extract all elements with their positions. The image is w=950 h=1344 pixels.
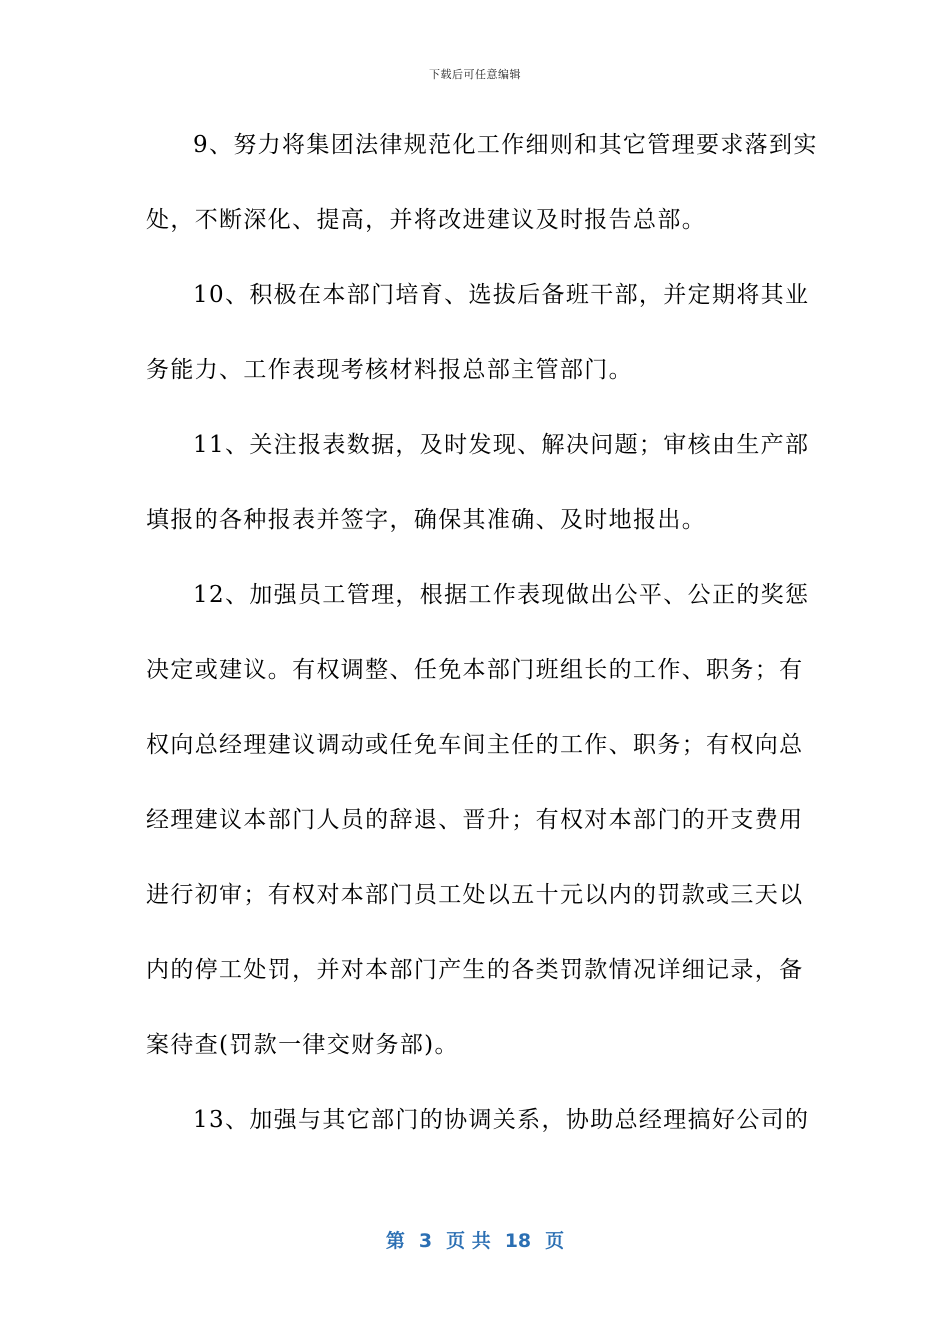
text-line: 9、努力将集团法律规范化工作细则和其它管理要求落到实 [193, 132, 818, 158]
text-line: 处，不断深化、提高，并将改进建议及时报告总部。 [146, 207, 707, 233]
page-of-label: 页 共 [446, 1230, 491, 1252]
text-line: 12、加强员工管理，根据工作表现做出公平、公正的奖惩 [193, 582, 810, 608]
page-number: 3 [418, 1230, 433, 1252]
total-pages: 18 [504, 1230, 532, 1252]
text-line: 经理建议本部门人员的辞退、晋升；有权对本部门的开支费用 [146, 807, 804, 833]
text-line: 案待查(罚款一律交财务部)。 [146, 1032, 459, 1058]
page-suffix: 页 [545, 1230, 565, 1252]
page-footer [0, 1226, 950, 1253]
text-line: 务能力、工作表现考核材料报总部主管部门。 [146, 357, 633, 383]
text-line: 填报的各种报表并签字，确保其准确、及时地报出。 [146, 507, 707, 533]
text-line: 13、加强与其它部门的协调关系，协助总经理搞好公司的 [193, 1107, 810, 1133]
text-line: 11、关注报表数据，及时发现、解决问题；审核由生产部 [193, 432, 810, 458]
page-label: 第 [385, 1230, 405, 1252]
text-line: 10、积极在本部门培育、选拔后备班干部，并定期将其业 [193, 282, 810, 308]
page-header-note: 下载后可任意编辑 [429, 68, 521, 81]
text-line: 内的停工处罚，并对本部门产生的各类罚款情况详细记录，备 [146, 957, 804, 983]
text-line: 进行初审；有权对本部门员工处以五十元以内的罚款或三天以 [146, 882, 804, 908]
text-line: 权向总经理建议调动或任免车间主任的工作、职务；有权向总 [146, 732, 804, 758]
text-line: 决定或建议。有权调整、任免本部门班组长的工作、职务；有 [146, 657, 804, 683]
